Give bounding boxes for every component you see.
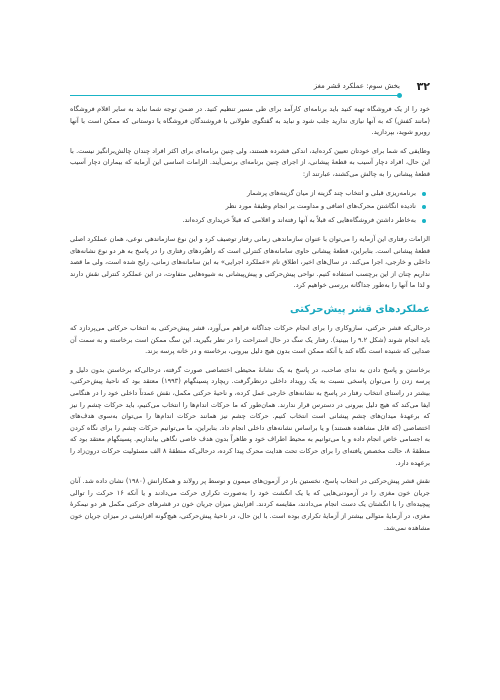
- page-body: [70, 104, 430, 541]
- page-header: [70, 82, 430, 96]
- bullet-item: برنامه‌ریزی قبلی و انتخاب چند گزینه از میان گزینه‌های پرشمار: [70, 188, 416, 200]
- running-title: بخش سوم: عملکرد قشر مغز: [313, 82, 400, 90]
- paragraph: وظایفی که شما برای خودتان تعیین کرده‌اید، اندکی فشرده هستند، ولی چنین برنامه‌ای برای اکثر افراد چندان چالش‌برانگیز نیست. با این حال، افراد دچار آسیب به قطعهٔ پیشانی، از اجرای چنین برنامه‌ای برنمی‌آیند. الزامات اساسی این آزمایه که بیماران دچار آسیب قطعهٔ پیشانی را به چالش می‌کشند، عبارتند از:: [70, 146, 430, 178]
- bullet-list: [70, 188, 430, 227]
- section-heading: عملکردهای قشر پیش‌حرکتی: [290, 304, 430, 316]
- page-number: ۳۲: [416, 80, 430, 93]
- bullet-item: به‌خاطر داشتن فروشگاه‌هایی که قبلاً به آنها رفته‌اند و اقلامی که قبلاً خریداری کرده‌اند.: [70, 215, 416, 227]
- paragraph: برخاستن و پاسخ دادن به ندای صاحب، در پاسخ به یک نشانهٔ محیطی اختصاصی صورت گرفته، درحالی‌که برخاستن بدون دلیل و پرسه زدن را می‌توان پاسخی نسبت به یک رویداد داخلی درنظرگرفت. ریچارد پسینگهام (۱۹۹۳) معتقد بود که ناحیهٔ پیش‌حرکتی، بیشتر در راستای انتخاب رفتار در پاسخ به نشانه‌های خارجی عمل کرده، و ناحیهٔ حرکتی مکمل، نقش عمدتاً داخلی خود را در هنگامی ایفا می‌کند که هیچ دلیل بیرونی در دسترس قرار ندارند. همان‌طور که ما حرکات اندام‌ها را انتخاب می‌کنیم، باید حرکات چشم را نیز که برعهدهٔ میدان‌های چشم پیشانی است انتخاب کنیم. حرکات چشم نیز همانند حرکات اندام‌ها را می‌توان به‌سوی هدف‌های اختصاصی (که قابل مشاهده هستند) و یا براساس نشانه‌های داخلی انجام داد. بنابراین، ما می‌توانیم حرکات چشم را برای نگاه کردن به اجسامی خاص انجام داده و یا می‌توانیم به محیط اطراف خود و ظاهراً بدون هدف خاصی نگاهی بیاندازیم. پسینگهام معتقد بود که منطقهٔ ۸، حالت مخصص یافته‌ای را برای حرکات تحت هدایت محرک پیدا کرده، درحالی‌که منطقهٔ ۸ الف مسئولیت حرکات درون‌زاد را برعهده دارد.: [70, 365, 430, 467]
- paragraph: نقش قشر پیش‌حرکتی در انتخاب پاسخ، نخستین بار در آزمون‌های میمون و توسط پر رولاند و همکارانش (۱۹۸۰) نشان داده شد. آنان جریان خون مغزی را در آزمودنی‌هایی که یا یک انگشت خود را به‌صورت تکراری حرکت می‌دادند و یا آنکه ۱۶ حرکت را توالی پیچیده‌ای را با انگشتان یک دست انجام می‌دادند، مقایسه کردند. افزایش میزان جریان خون در قشرهای حرکتی مکمل هر دو نیمکرهٔ مغزی، در آزمایهٔ متوالی بیشتر از آزمایهٔ تکراری بوده است. با این حال، در ناحیهٔ پیش‌حرکتی، هیچ‌گونه افزایشی در میزان جریان خون مشاهده نمی‌شد.: [70, 477, 430, 532]
- bullet-item: نادیده انگاشتن محرک‌های اضافی و مداومت بر انجام وظیفهٔ مورد نظر: [70, 201, 416, 213]
- paragraph: الزامات رفتاری این آزمایه را می‌توان با عنوان سازماندهی زمانی رفتار توصیف کرد و این نوع سازماندهی نوعی، همان عملکرد اصلی قطعهٔ پیشانی است. بنابراین، قطعهٔ پیشانی حاوی سامانه‌های کنترلی است که راهبُردهای رفتاری را در پاسخ به هر دو نوع نشانه‌های داخلی و خارجی، اجرا می‌کند. در سال‌های اخیر، اطلاق نام «عملکرد اجرایی» به این سامانه‌های زمانی، رایج شده است، ولی ما قصد نداریم چنان از این برچسب استفاده کنیم. نواحی پیش‌حرکتی و پیش‌پیشانی به شیوه‌هایی متفاوت، در این عملکرد کنترلی نقش دارند و لذا ما آنها را به‌طور جداگانه بررسی خواهیم کرد.: [70, 235, 430, 290]
- paragraph: خود را از یک فروشگاه تهیه کنید باید برنامه‌ای کارآمد برای طی مسیر تنظیم کنید. در ضمن توجه شما نباید به سایر اقلام فروشگاه (مانند کفش) که به آنها نیازی ندارید جلب شود و نباید به گفتگوی طولانی با فروشندگان فروشگاه یا دوستانی که ممکن است با آنها روبرو شوید، بپردازید.: [70, 105, 430, 137]
- paragraph: درحالی‌که قشر حرکتی، سازوکاری را برای انجام حرکات جداگانه فراهم می‌آورد، قشر پیش‌حرکتی به انتخاب حرکاتی می‌پردازد که باید انجام شوند (شکل ۹.۲ را ببینید). رفتار یک سگ در حال استراحت را در نظر بگیرید. این سگ ممکن است برخاسته و به سمت آن صدایی که شنیده است نگاه کند یا آنکه ممکن است بدون هیچ دلیل بیرونی، برخاسته و در خانه پرسه بزند.: [70, 324, 430, 356]
- header-rule: [70, 95, 400, 96]
